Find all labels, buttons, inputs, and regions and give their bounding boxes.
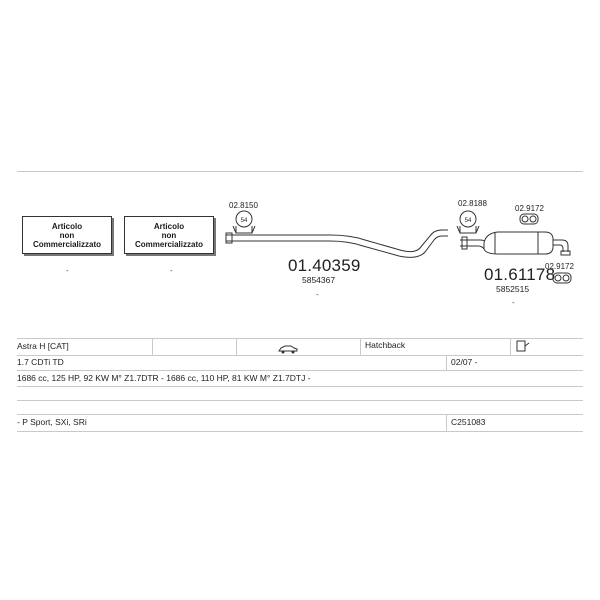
vehicle-body: Hatchback <box>365 340 406 350</box>
col-sep-5 <box>446 355 447 370</box>
hanger-top-drawing <box>520 214 538 224</box>
not-available-line2: non <box>59 230 75 240</box>
front-pipe-number: 01.40359 <box>288 256 361 275</box>
vehicle-code: C251083 <box>451 417 486 427</box>
dot-2: - <box>170 266 173 275</box>
vehicle-trim: - P Sport, SXi, SRi <box>17 417 87 427</box>
table-rule-7 <box>17 431 583 432</box>
col-sep-1 <box>152 338 153 355</box>
rear-silencer-oem: 5852515 <box>496 284 530 294</box>
front-clamp-drawing <box>233 211 255 233</box>
not-available-line2: non <box>161 230 177 240</box>
not-available-line1: Articolo <box>153 221 185 231</box>
col-sep-3 <box>360 338 361 355</box>
hanger-top-number: 02.9172 <box>515 204 544 213</box>
dot-4: - <box>512 298 515 307</box>
rear-clamp-size: 54 <box>464 218 472 224</box>
door-icon <box>516 340 530 358</box>
rear-silencer-number: 01.61178 <box>484 265 556 284</box>
col-sep-4 <box>510 338 511 355</box>
table-rule-4 <box>17 386 583 387</box>
col-sep-2 <box>236 338 237 355</box>
not-available-line3: Commercializzato <box>32 239 102 249</box>
car-icon <box>278 341 298 359</box>
front-pipe-drawing <box>226 230 448 257</box>
dot-1: - <box>66 266 69 275</box>
not-available-line1: Articolo <box>51 221 83 231</box>
table-rule-5 <box>17 400 583 401</box>
front-pipe-oem: 5854367 <box>302 275 336 285</box>
front-clamp-number: 02.8150 <box>229 201 258 210</box>
table-rule-6 <box>17 414 583 415</box>
vehicle-spec: 1686 cc, 125 HP, 92 KW M° Z1.7DTR - 1686 cc, 110 HP, 81 KW M° Z1.7DTJ - <box>17 373 311 383</box>
col-sep-6 <box>446 414 447 431</box>
not-available-line3: Commercializzato <box>134 239 204 249</box>
hanger-bottom-number: 02.9172 <box>545 262 574 271</box>
table-rule-3 <box>17 370 583 371</box>
front-clamp-size: 54 <box>240 218 248 224</box>
dot-3: - <box>316 290 319 299</box>
hanger-bottom-drawing <box>553 273 571 283</box>
rear-clamp-drawing <box>457 211 479 233</box>
vehicle-model: Astra H [CAT] <box>17 341 69 351</box>
rear-clamp-number: 02.8188 <box>458 199 487 208</box>
table-rule-2 <box>17 355 583 356</box>
rear-silencer-drawing <box>460 232 570 255</box>
vehicle-engine: 1.7 CDTi TD <box>17 357 64 367</box>
vehicle-date: 02/07 - <box>451 357 478 367</box>
table-rule-1 <box>17 338 583 339</box>
